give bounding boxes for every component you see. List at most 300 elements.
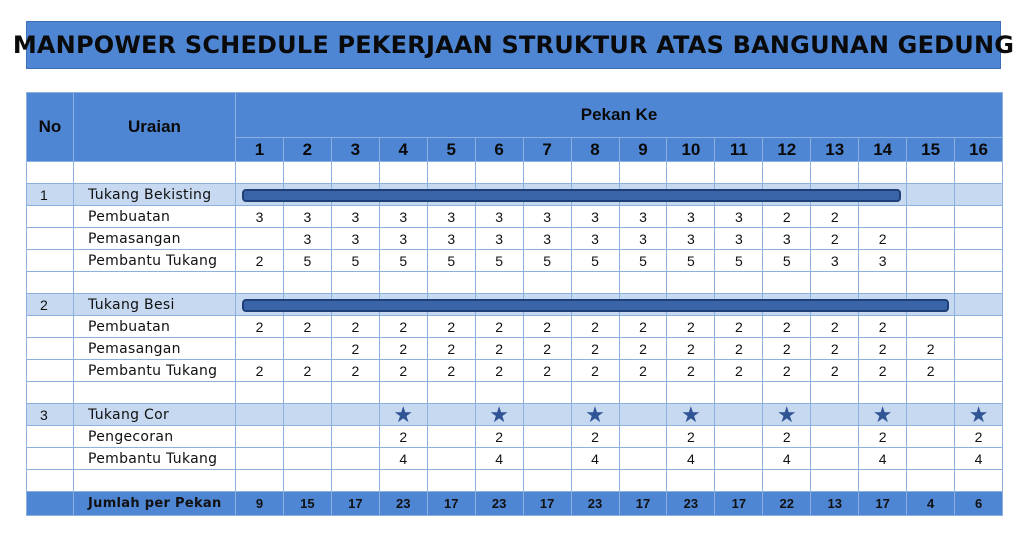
manpower-schedule-table <box>26 92 1003 516</box>
task-label: Pembantu Tukang <box>74 250 236 272</box>
value-cell: 2 <box>859 426 907 448</box>
header-no: No <box>27 93 74 162</box>
total-value: 22 <box>763 492 811 516</box>
week-cell <box>619 404 667 426</box>
value-cell: 3 <box>523 228 571 250</box>
value-cell: 2 <box>667 316 715 338</box>
empty-cell <box>27 338 74 360</box>
value-cell <box>331 448 379 470</box>
total-value: 4 <box>907 492 955 516</box>
empty-cell <box>283 470 331 492</box>
task-row <box>27 206 1003 228</box>
empty-cell <box>331 382 379 404</box>
empty-cell <box>27 448 74 470</box>
value-cell: 3 <box>619 228 667 250</box>
total-value: 17 <box>331 492 379 516</box>
value-cell: 2 <box>763 316 811 338</box>
value-cell <box>236 228 284 250</box>
value-cell <box>955 360 1003 382</box>
empty-cell <box>27 272 74 294</box>
empty-cell <box>523 382 571 404</box>
value-cell: 2 <box>475 360 523 382</box>
value-cell: 2 <box>236 250 284 272</box>
total-row <box>27 492 1003 516</box>
empty-cell <box>379 162 427 184</box>
value-cell <box>523 426 571 448</box>
value-cell: 2 <box>571 360 619 382</box>
value-cell: 3 <box>236 206 284 228</box>
empty-cell <box>236 470 284 492</box>
value-cell: 5 <box>715 250 763 272</box>
value-cell: 3 <box>667 228 715 250</box>
week-header: 2 <box>283 138 331 162</box>
group-number: 2 <box>27 294 74 316</box>
empty-cell <box>427 470 475 492</box>
value-cell: 2 <box>811 206 859 228</box>
total-value: 17 <box>859 492 907 516</box>
week-cell <box>907 184 955 206</box>
empty-cell <box>571 470 619 492</box>
empty-cell <box>27 426 74 448</box>
value-cell: 4 <box>667 448 715 470</box>
empty-cell <box>907 470 955 492</box>
value-cell: 2 <box>475 426 523 448</box>
week-cell <box>236 294 284 316</box>
week-cell <box>667 401 715 427</box>
empty-cell <box>523 470 571 492</box>
empty-cell <box>27 316 74 338</box>
spacer-row <box>27 382 1003 404</box>
value-cell: 3 <box>715 206 763 228</box>
empty-cell <box>475 272 523 294</box>
task-label: Pengecoran <box>74 426 236 448</box>
group-row <box>27 404 1003 426</box>
total-value: 17 <box>427 492 475 516</box>
week-cell <box>859 401 907 427</box>
value-cell: 5 <box>763 250 811 272</box>
value-cell <box>955 250 1003 272</box>
empty-cell <box>74 162 236 184</box>
value-cell: 3 <box>379 206 427 228</box>
group-name: Tukang Cor <box>74 404 236 426</box>
empty-cell <box>74 382 236 404</box>
week-cell <box>427 404 475 426</box>
value-cell: 3 <box>331 228 379 250</box>
empty-cell <box>379 382 427 404</box>
value-cell: 5 <box>475 250 523 272</box>
empty-cell <box>955 470 1003 492</box>
value-cell: 2 <box>811 360 859 382</box>
spacer-row <box>27 162 1003 184</box>
value-cell: 3 <box>379 228 427 250</box>
week-cell <box>811 404 859 426</box>
value-cell: 2 <box>763 206 811 228</box>
value-cell: 2 <box>955 426 1003 448</box>
empty-cell <box>331 162 379 184</box>
value-cell: 4 <box>571 448 619 470</box>
value-cell <box>427 426 475 448</box>
value-cell: 4 <box>859 448 907 470</box>
task-label: Pembantu Tukang <box>74 360 236 382</box>
value-cell: 2 <box>811 316 859 338</box>
value-cell <box>283 338 331 360</box>
value-cell <box>427 448 475 470</box>
empty-cell <box>27 162 74 184</box>
empty-cell <box>619 382 667 404</box>
value-cell <box>907 316 955 338</box>
value-cell <box>331 426 379 448</box>
value-cell: 2 <box>236 316 284 338</box>
value-cell: 2 <box>427 360 475 382</box>
value-cell <box>283 426 331 448</box>
empty-cell <box>523 162 571 184</box>
value-cell: 2 <box>715 338 763 360</box>
empty-cell <box>859 162 907 184</box>
empty-cell <box>283 162 331 184</box>
value-cell: 2 <box>571 426 619 448</box>
empty-cell <box>667 162 715 184</box>
value-cell <box>907 448 955 470</box>
value-cell: 2 <box>283 360 331 382</box>
value-cell: 2 <box>859 338 907 360</box>
task-label: Pembantu Tukang <box>74 448 236 470</box>
total-value: 15 <box>283 492 331 516</box>
empty-cell <box>27 250 74 272</box>
task-label: Pemasangan <box>74 338 236 360</box>
value-cell: 3 <box>427 206 475 228</box>
value-cell: 5 <box>571 250 619 272</box>
empty-cell <box>74 272 236 294</box>
empty-cell <box>331 272 379 294</box>
week-cell <box>236 404 284 426</box>
week-header: 3 <box>331 138 379 162</box>
value-cell: 2 <box>859 228 907 250</box>
week-cell <box>763 401 811 427</box>
value-cell: 2 <box>763 360 811 382</box>
empty-cell <box>571 382 619 404</box>
value-cell: 2 <box>811 338 859 360</box>
value-cell: 3 <box>283 206 331 228</box>
empty-cell <box>27 470 74 492</box>
value-cell: 5 <box>619 250 667 272</box>
empty-cell <box>523 272 571 294</box>
empty-cell <box>379 272 427 294</box>
empty-cell <box>907 162 955 184</box>
value-cell: 5 <box>283 250 331 272</box>
total-value: 23 <box>379 492 427 516</box>
value-cell <box>619 426 667 448</box>
value-cell: 2 <box>763 338 811 360</box>
value-cell: 4 <box>955 448 1003 470</box>
gantt-bar <box>242 189 901 202</box>
value-cell <box>955 228 1003 250</box>
empty-cell <box>907 272 955 294</box>
empty-cell <box>859 272 907 294</box>
value-cell: 3 <box>811 250 859 272</box>
star-icon: ★ <box>681 401 701 427</box>
value-cell <box>236 338 284 360</box>
total-value: 6 <box>955 492 1003 516</box>
value-cell <box>859 206 907 228</box>
value-cell: 3 <box>571 206 619 228</box>
value-cell <box>955 206 1003 228</box>
week-header: 4 <box>379 138 427 162</box>
value-cell: 2 <box>619 338 667 360</box>
task-row <box>27 338 1003 360</box>
empty-cell <box>475 470 523 492</box>
empty-cell <box>811 162 859 184</box>
empty-cell <box>27 228 74 250</box>
page-title: MANPOWER SCHEDULE PEKERJAAN STRUKTUR ATAS BANGUNAN GEDUNG <box>12 31 1015 59</box>
value-cell: 4 <box>763 448 811 470</box>
empty-cell <box>955 272 1003 294</box>
total-value: 23 <box>571 492 619 516</box>
week-cell <box>955 294 1003 316</box>
total-value: 23 <box>667 492 715 516</box>
empty-cell <box>331 470 379 492</box>
value-cell: 2 <box>379 360 427 382</box>
spacer-row <box>27 272 1003 294</box>
value-cell: 2 <box>667 338 715 360</box>
task-label: Pembuatan <box>74 316 236 338</box>
value-cell: 2 <box>619 360 667 382</box>
task-label: Pemasangan <box>74 228 236 250</box>
empty-cell <box>27 492 74 516</box>
week-header: 6 <box>475 138 523 162</box>
empty-cell <box>283 382 331 404</box>
empty-cell <box>27 382 74 404</box>
value-cell: 2 <box>427 316 475 338</box>
task-row <box>27 250 1003 272</box>
task-row <box>27 448 1003 470</box>
value-cell: 2 <box>811 228 859 250</box>
value-cell: 2 <box>283 316 331 338</box>
empty-cell <box>379 470 427 492</box>
value-cell: 2 <box>236 360 284 382</box>
week-header: 11 <box>715 138 763 162</box>
star-icon: ★ <box>489 401 510 427</box>
empty-cell <box>859 470 907 492</box>
value-cell: 3 <box>859 250 907 272</box>
empty-cell <box>619 272 667 294</box>
value-cell: 3 <box>427 228 475 250</box>
value-cell <box>619 448 667 470</box>
value-cell: 2 <box>619 316 667 338</box>
empty-cell <box>811 272 859 294</box>
value-cell <box>907 250 955 272</box>
empty-cell <box>715 382 763 404</box>
group-number: 3 <box>27 404 74 426</box>
empty-cell <box>715 470 763 492</box>
total-value: 17 <box>619 492 667 516</box>
group-row <box>27 294 1003 316</box>
group-row <box>27 184 1003 206</box>
value-cell: 2 <box>907 338 955 360</box>
empty-cell <box>427 162 475 184</box>
empty-cell <box>955 162 1003 184</box>
week-cell <box>331 404 379 426</box>
value-cell: 2 <box>715 360 763 382</box>
value-cell: 2 <box>859 316 907 338</box>
star-icon: ★ <box>776 401 797 427</box>
value-cell: 5 <box>379 250 427 272</box>
empty-cell <box>667 470 715 492</box>
empty-cell <box>619 470 667 492</box>
week-header: 16 <box>955 138 1003 162</box>
empty-cell <box>619 162 667 184</box>
task-label: Pembuatan <box>74 206 236 228</box>
empty-cell <box>763 470 811 492</box>
value-cell <box>907 426 955 448</box>
value-cell: 2 <box>379 316 427 338</box>
week-cell <box>907 404 955 426</box>
week-cell <box>236 184 284 206</box>
empty-cell <box>859 382 907 404</box>
empty-cell <box>907 382 955 404</box>
value-cell: 3 <box>475 206 523 228</box>
week-header: 10 <box>667 138 715 162</box>
value-cell: 2 <box>379 426 427 448</box>
value-cell: 2 <box>571 316 619 338</box>
value-cell <box>955 338 1003 360</box>
empty-cell <box>667 382 715 404</box>
task-row <box>27 228 1003 250</box>
value-cell: 3 <box>331 206 379 228</box>
value-cell: 2 <box>667 426 715 448</box>
empty-cell <box>475 382 523 404</box>
value-cell: 2 <box>331 316 379 338</box>
empty-cell <box>571 272 619 294</box>
value-cell: 3 <box>667 206 715 228</box>
empty-cell <box>27 206 74 228</box>
empty-cell <box>475 162 523 184</box>
week-cell <box>379 401 427 427</box>
value-cell: 2 <box>475 316 523 338</box>
week-header: 7 <box>523 138 571 162</box>
value-cell <box>811 426 859 448</box>
value-cell <box>523 448 571 470</box>
week-header: 12 <box>763 138 811 162</box>
empty-cell <box>955 382 1003 404</box>
week-cell <box>955 184 1003 206</box>
week-header: 8 <box>571 138 619 162</box>
empty-cell <box>283 272 331 294</box>
empty-cell <box>715 272 763 294</box>
week-header: 13 <box>811 138 859 162</box>
value-cell: 2 <box>331 360 379 382</box>
empty-cell <box>571 162 619 184</box>
group-number: 1 <box>27 184 74 206</box>
task-row <box>27 360 1003 382</box>
task-row <box>27 426 1003 448</box>
value-cell <box>236 426 284 448</box>
empty-cell <box>236 162 284 184</box>
week-header: 1 <box>236 138 284 162</box>
task-row <box>27 316 1003 338</box>
total-value: 17 <box>523 492 571 516</box>
value-cell <box>907 228 955 250</box>
value-cell: 4 <box>379 448 427 470</box>
week-cell <box>523 404 571 426</box>
gantt-bar <box>242 299 949 312</box>
value-cell: 2 <box>859 360 907 382</box>
empty-cell <box>236 382 284 404</box>
week-header: 15 <box>907 138 955 162</box>
empty-cell <box>427 382 475 404</box>
empty-cell <box>763 272 811 294</box>
value-cell: 3 <box>619 206 667 228</box>
empty-cell <box>667 272 715 294</box>
value-cell <box>715 426 763 448</box>
total-value: 23 <box>475 492 523 516</box>
value-cell: 3 <box>715 228 763 250</box>
value-cell: 3 <box>571 228 619 250</box>
week-cell <box>715 404 763 426</box>
total-label: Jumlah per Pekan <box>74 492 236 516</box>
value-cell: 3 <box>283 228 331 250</box>
star-icon: ★ <box>968 401 989 427</box>
value-cell: 2 <box>667 360 715 382</box>
star-icon: ★ <box>393 401 414 427</box>
value-cell <box>283 448 331 470</box>
value-cell: 5 <box>523 250 571 272</box>
week-header: 14 <box>859 138 907 162</box>
value-cell: 2 <box>427 338 475 360</box>
empty-cell <box>763 162 811 184</box>
empty-cell <box>427 272 475 294</box>
value-cell: 5 <box>331 250 379 272</box>
value-cell: 2 <box>475 338 523 360</box>
week-cell <box>571 401 619 427</box>
value-cell: 2 <box>571 338 619 360</box>
empty-cell <box>715 162 763 184</box>
header-uraian: Uraian <box>74 93 236 162</box>
value-cell <box>236 448 284 470</box>
empty-cell <box>27 360 74 382</box>
header-pekan: Pekan Ke <box>236 93 1003 138</box>
spacer-row <box>27 470 1003 492</box>
week-cell <box>955 401 1003 427</box>
empty-cell <box>763 382 811 404</box>
value-cell: 2 <box>523 338 571 360</box>
week-cell <box>283 404 331 426</box>
empty-cell <box>74 470 236 492</box>
star-icon: ★ <box>585 401 605 427</box>
empty-cell <box>236 272 284 294</box>
star-icon: ★ <box>872 401 893 427</box>
value-cell <box>811 448 859 470</box>
value-cell <box>907 206 955 228</box>
title-banner <box>12 21 1015 69</box>
week-header: 5 <box>427 138 475 162</box>
week-cell <box>475 401 523 427</box>
value-cell: 3 <box>763 228 811 250</box>
empty-cell <box>811 470 859 492</box>
value-cell: 2 <box>715 316 763 338</box>
value-cell: 2 <box>523 360 571 382</box>
value-cell: 2 <box>331 338 379 360</box>
value-cell: 2 <box>523 316 571 338</box>
value-cell: 3 <box>475 228 523 250</box>
value-cell <box>955 316 1003 338</box>
total-value: 17 <box>715 492 763 516</box>
value-cell: 2 <box>907 360 955 382</box>
total-value: 9 <box>236 492 284 516</box>
value-cell: 3 <box>523 206 571 228</box>
group-name: Tukang Besi <box>74 294 236 316</box>
value-cell <box>715 448 763 470</box>
total-value: 13 <box>811 492 859 516</box>
